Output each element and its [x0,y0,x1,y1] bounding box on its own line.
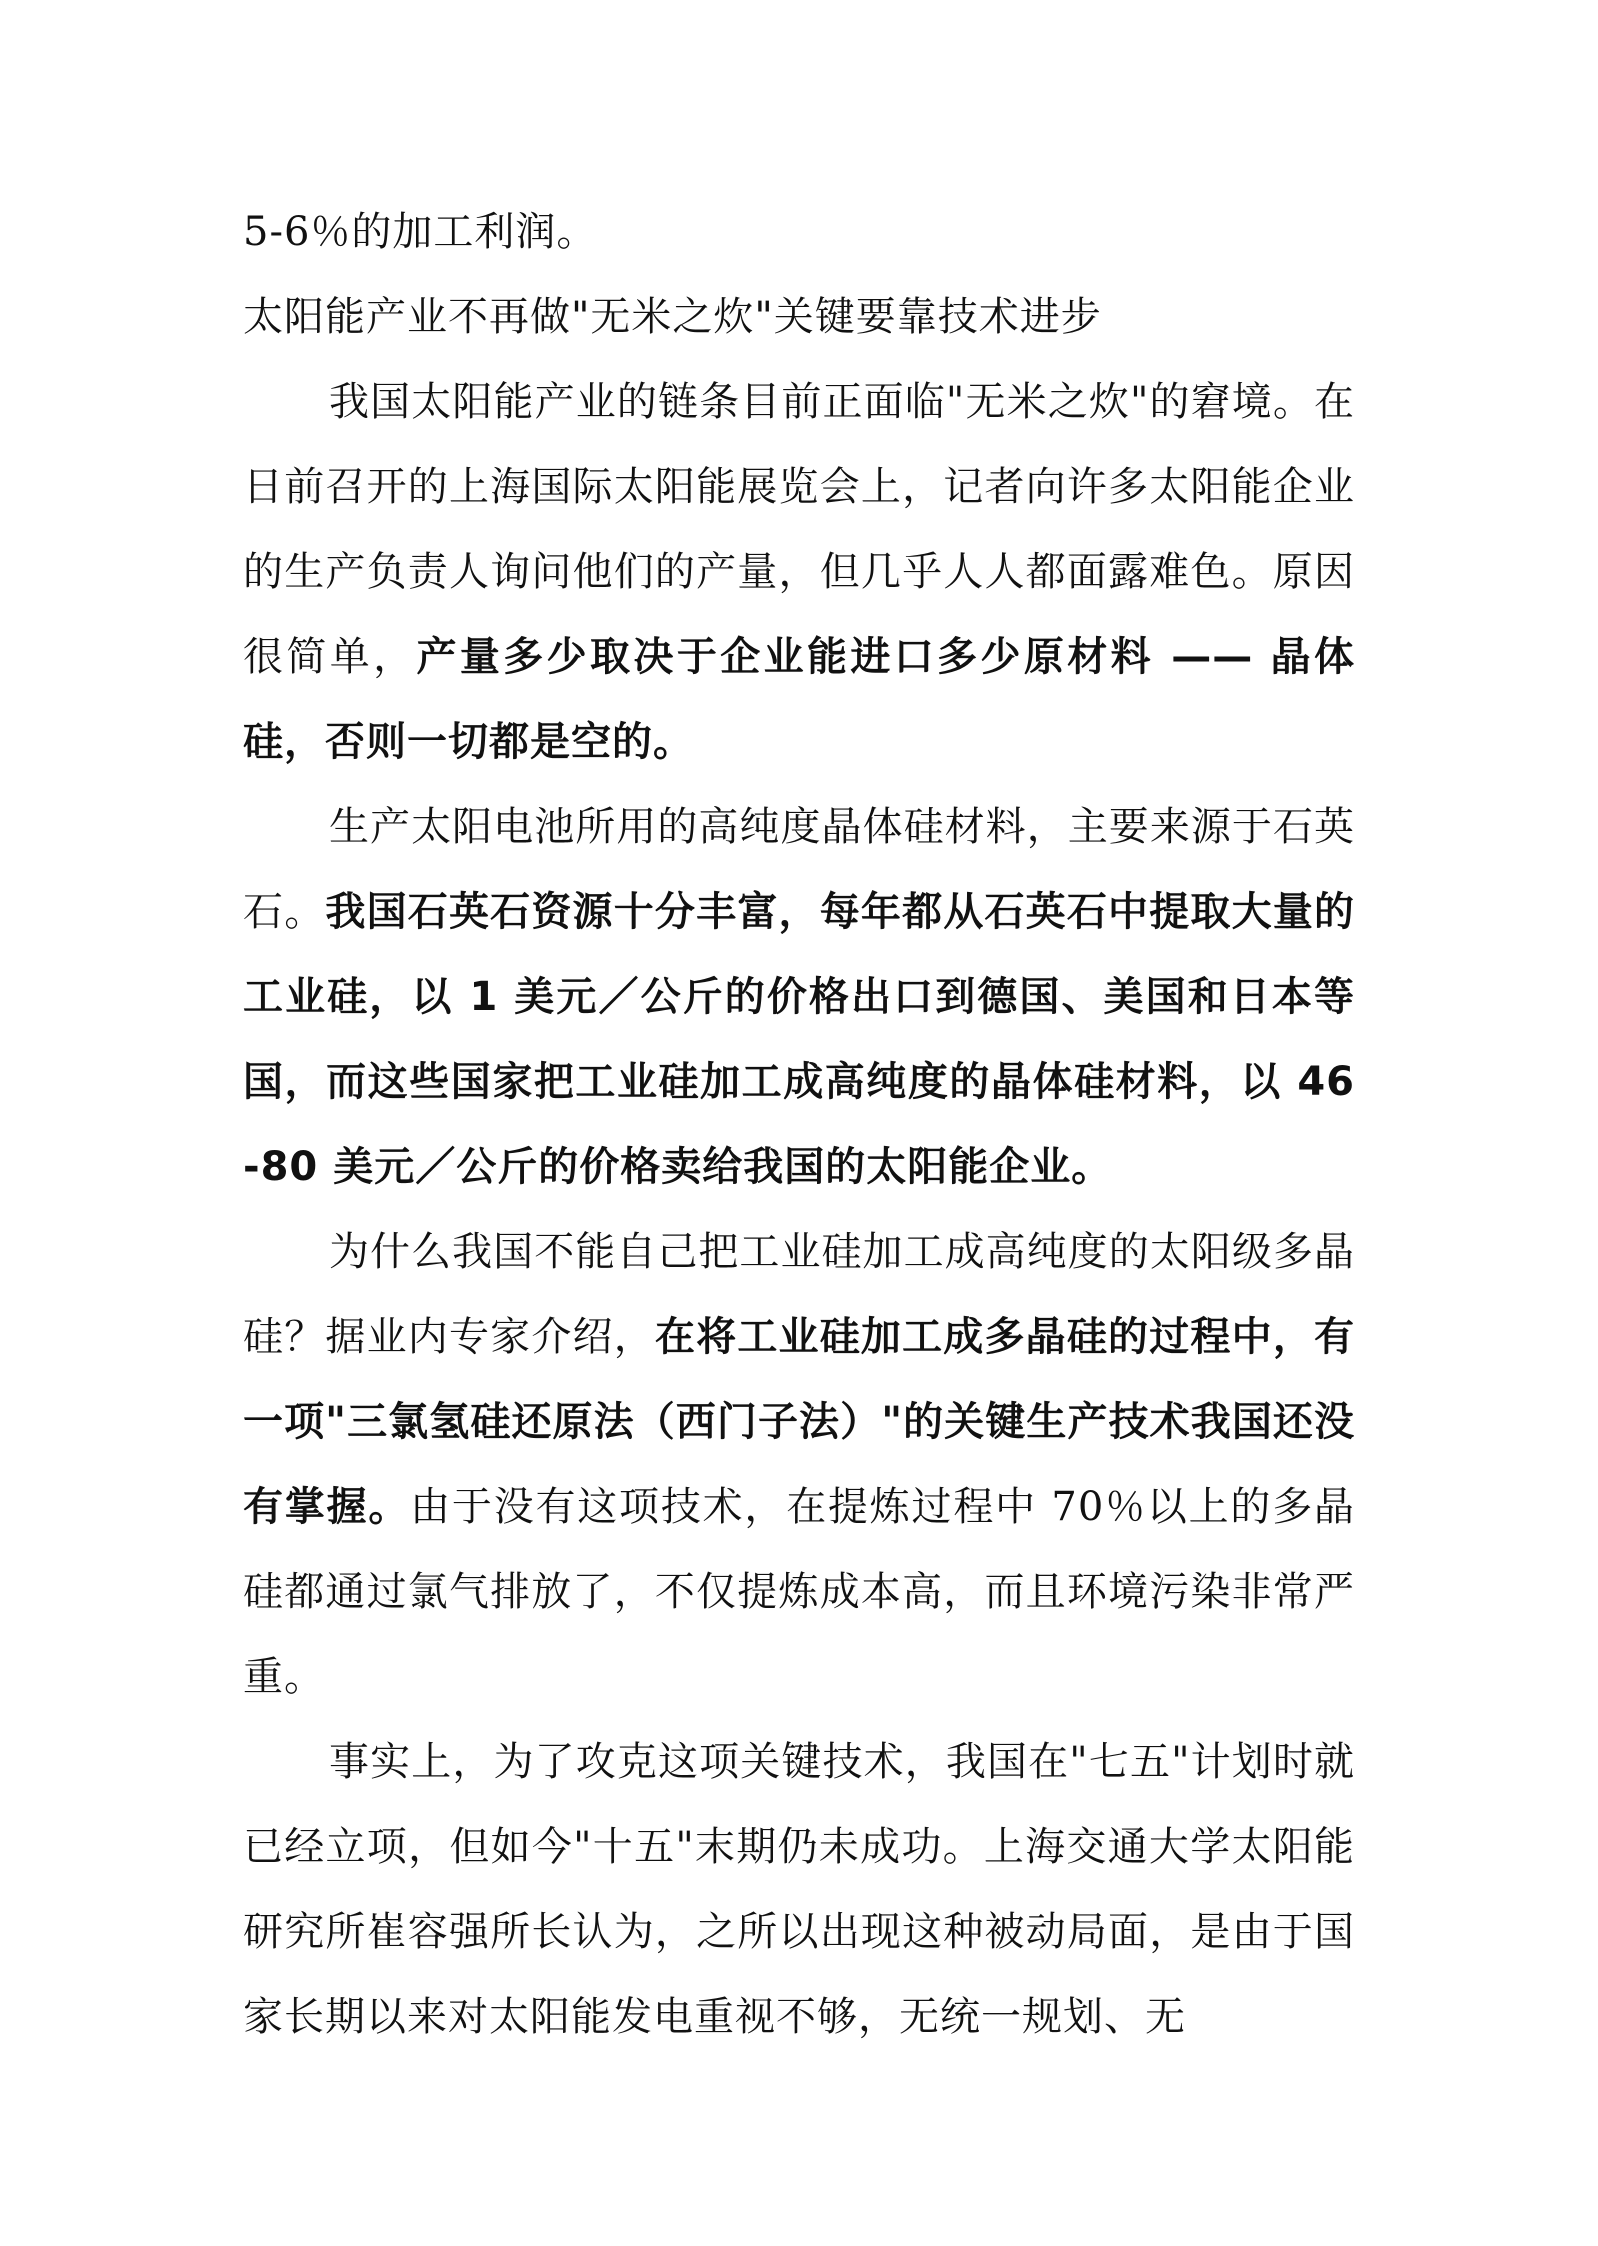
paragraph-1-bold-text: 产量多少取决于企业能进口多少原材料 —— 晶体硅，否则一切都是空的。 [243,634,1355,765]
paragraph-1-text: 我国太阳能产业的链条目前正面临"无米之炊"的窘境。在日前召开的上海国际太阳能展览会上，记者向许多太阳能企业的生产负责人询问他们的产量，但几乎人人都面露难色。原因很简单， [243,379,1355,680]
section-heading: 太阳能产业不再做"无米之炊"关键要靠技术进步 [243,294,1102,340]
paragraph-3-bold-text: 在将工业硅加工成多晶硅的过程中，有一项"三氯氢硅还原法（西门子法）"的关键生产技术我国还没有掌握。 [243,1314,1356,1530]
paragraph-1 [243,360,1355,785]
paragraph-2-text: 生产太阳电池所用的高纯度晶体硅材料，主要来源于石英石。 [243,804,1355,935]
paragraph-2 [243,785,1355,1210]
document-body [243,190,1355,2060]
paragraph-4: 事实上，为了攻克这项关键技术，我国在"七五"计划时就已经立项，但如今"十五"末期仍未成功。上海交通大学太阳能研究所崔容强所长认为，之所以出现这种被动局面，是由于国家长期以来对太阳能发电重视不够，无统一规划、无 [243,1739,1355,2040]
paragraph-2-bold-text: 我国石英石资源十分丰富，每年都从石英石中提取大量的工业硅，以 1 美元／公斤的价格出口到德国、美国和日本等国，而这些国家把工业硅加工成高纯度的晶体硅材料，以 46-80 美元／公斤的价格卖给我国的太阳能企业。 [243,889,1356,1190]
paragraph-3-text-end: 由于没有这项技术，在提炼过程中 70％以上的多晶硅都通过氯气排放了，不仅提炼成本高，而且环境污染非常严重。 [243,1484,1355,1700]
paragraph-3 [243,1210,1355,1720]
paragraph-3-text: 为什么我国不能自己把工业硅加工成高纯度的太阳级多晶硅？据业内专家介绍， [243,1229,1355,1360]
paragraph-fragment: 5-6％的加工利润。 [243,209,598,255]
